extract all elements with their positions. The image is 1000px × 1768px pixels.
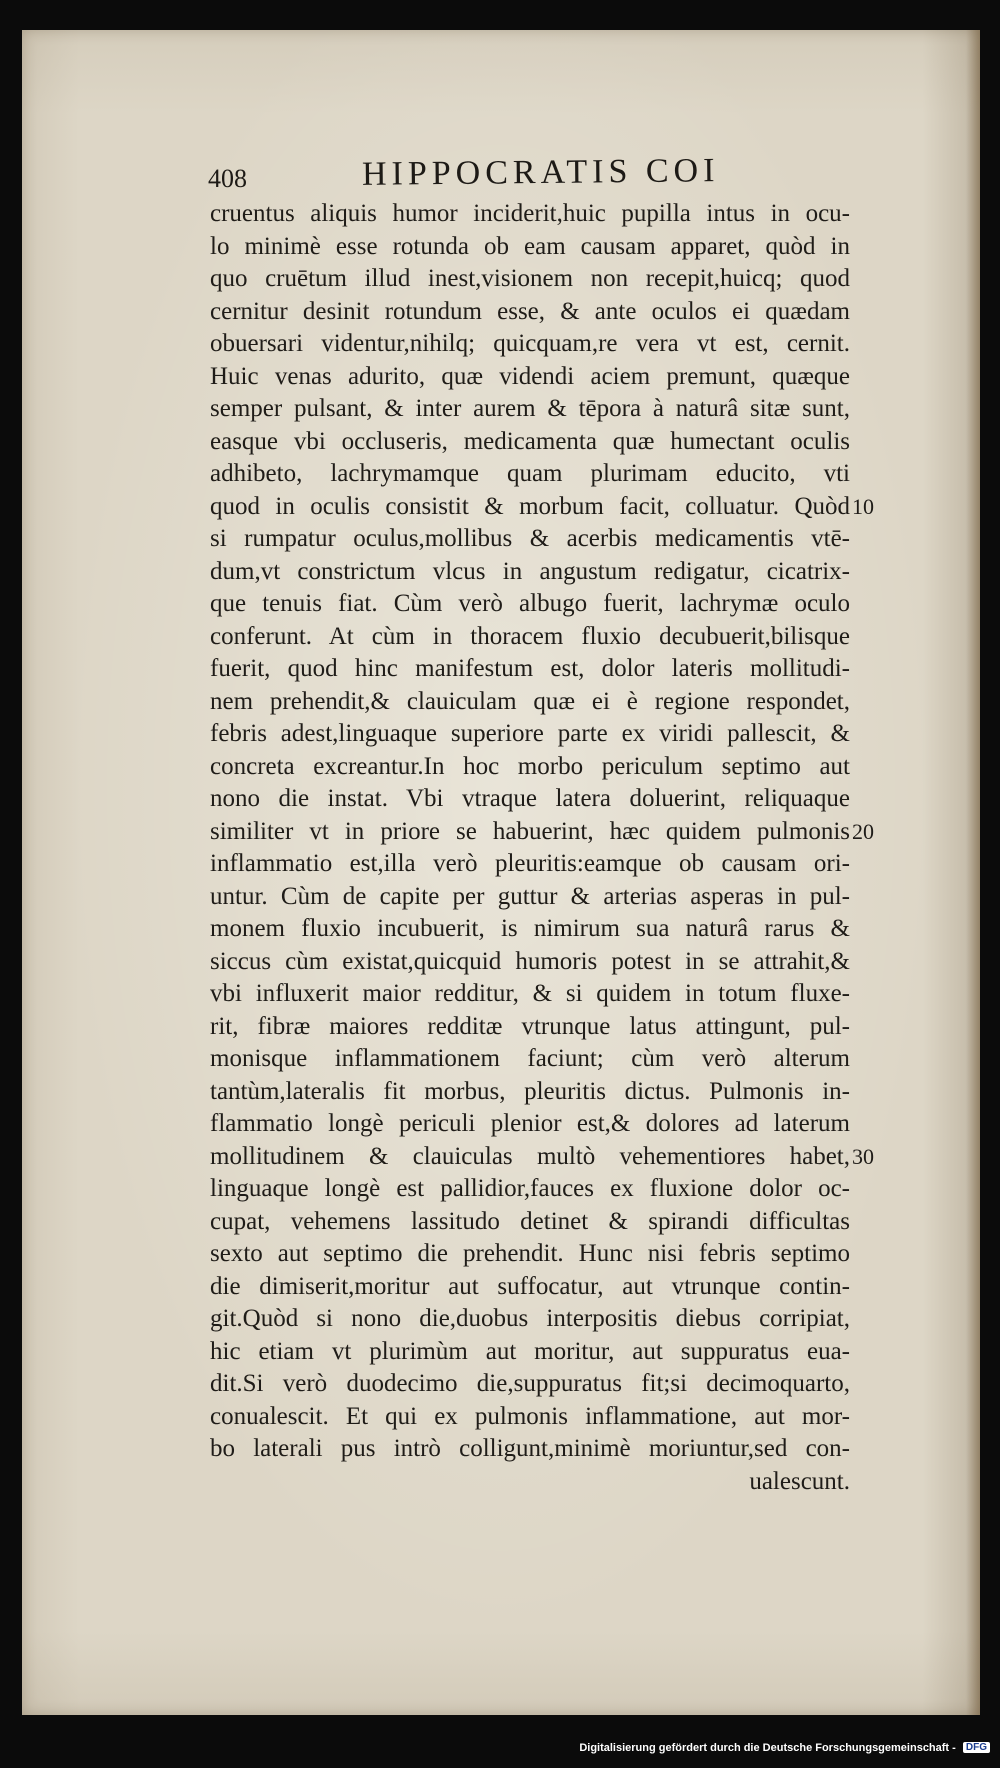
text-line: similiter vt in priore se habuerint, hæc quidem pulmonis <box>210 817 850 845</box>
catchword-line: ualescunt. <box>749 1467 850 1495</box>
text-line: conferunt. At cùm in thoracem fluxio decubuerit,bilisque <box>210 622 850 650</box>
page-edge-shadow <box>966 30 980 1715</box>
body-text <box>210 198 850 1498</box>
text-line: flammatio longè periculi plenior est,& dolores ad laterum <box>210 1110 850 1137</box>
text-line: concreta excreantur.In hoc morbo periculum septimo aut <box>210 752 850 780</box>
text-line: rit, fibræ maiores redditæ vtrunque latus attingunt, pul- <box>210 1012 850 1040</box>
text-line: die dimiserit,moritur aut suffocatur, aut vtrunque contin- <box>210 1272 850 1300</box>
running-head: HIPPOCRATIS COI <box>361 152 720 193</box>
text-line: easque vbi occluseris, medicamenta quæ humectant oculis <box>210 427 850 455</box>
text-line: dum,vt constrictum vlcus in angustum redigatur, cicatrix- <box>210 557 850 585</box>
text-line: semper pulsant, & inter aurem & tēpora à naturâ sitæ sunt, <box>210 395 850 422</box>
text-line: untur. Cùm de capite per guttur & arterias asperas in pul- <box>210 882 850 910</box>
text-line: si rumpatur oculus,mollibus & acerbis medicamentis vtē- <box>210 525 850 552</box>
text-line: siccus cùm existat,quicquid humoris potest in se attrahit,& <box>210 947 850 975</box>
text-line: cupat, vehemens lassitudo detinet & spirandi difficultas <box>210 1207 850 1235</box>
text-line: quod in oculis consistit & morbum facit, colluatur. Quòd <box>210 492 850 520</box>
text-line: obuersari videntur,nihilq; quicquam,re vera vt est, cernit. <box>210 330 850 357</box>
text-line: quo cruētum illud inest,visionem non recepit,huicq; quod <box>210 265 850 292</box>
dfg-logo: DFG <box>963 1742 990 1753</box>
book-page <box>22 30 980 1715</box>
text-line: monem fluxio incubuerit, is nimirum sua naturâ rarus & <box>210 915 850 942</box>
credit-text: Digitalisierung gefördert durch die Deutsche Forschungsgemeinschaft - <box>579 1742 956 1754</box>
text-line: tantùm,lateralis fit morbus, pleuritis dictus. Pulmonis in- <box>210 1077 850 1105</box>
text-line: monisque inflammationem faciunt; cùm verò alterum <box>210 1045 850 1072</box>
margin-line-number: 10 <box>852 494 874 519</box>
text-line: fuerit, quod hinc manifestum est, dolor lateris mollitudi- <box>210 655 850 682</box>
text-line: hic etiam vt plurimùm aut moritur, aut suppuratus eua- <box>210 1337 850 1365</box>
text-line: que tenuis fiat. Cùm verò albugo fuerit, lachrymæ oculo <box>210 590 850 617</box>
text-line: nono die instat. Vbi vtraque latera doluerint, reliquaque <box>210 785 850 812</box>
text-line: linguaque longè est pallidior,fauces ex fluxione dolor oc- <box>210 1175 850 1202</box>
page-number: 408 <box>208 164 247 193</box>
text-line: conualescit. Et qui ex pulmonis inflammatione, aut mor- <box>210 1402 850 1430</box>
text-line: adhibeto, lachrymamque quam plurimam educito, vti <box>210 460 850 487</box>
text-line: dit.Si verò duodecimo die,suppuratus fit;si decimoquarto, <box>210 1370 850 1397</box>
page-header <box>22 146 980 206</box>
text-line: Huic venas adurito, quæ videndi aciem premunt, quæque <box>210 362 850 390</box>
text-line: bo laterali pus intrò colligunt,minimè moriuntur,sed con- <box>210 1435 850 1462</box>
text-line: git.Quòd si nono die,duobus interpositis diebus corripiat, <box>210 1305 850 1332</box>
digitization-credit <box>0 1742 990 1754</box>
text-line: febris adest,linguaque superiore parte ex viridi pallescit, & <box>210 720 850 747</box>
margin-line-number: 30 <box>852 1144 874 1169</box>
margin-line-number: 20 <box>852 819 874 844</box>
text-line: inflammatio est,illa verò pleuritis:eamque ob causam ori- <box>210 850 850 877</box>
text-line: mollitudinem & clauiculas multò vehementiores habet, <box>210 1142 850 1170</box>
text-line: vbi influxerit maior redditur, & si quidem in totum fluxe- <box>210 980 850 1007</box>
text-line: lo minimè esse rotunda ob eam causam apparet, quòd in <box>210 232 850 260</box>
text-line: cernitur desinit rotundum esse, & ante oculos ei quædam <box>210 297 850 325</box>
text-line: cruentus aliquis humor inciderit,huic pupilla intus in ocu- <box>210 200 850 227</box>
text-line: sexto aut septimo die prehendit. Hunc nisi febris septimo <box>210 1240 850 1267</box>
text-line: nem prehendit,& clauiculam quæ ei è regione respondet, <box>210 687 850 715</box>
